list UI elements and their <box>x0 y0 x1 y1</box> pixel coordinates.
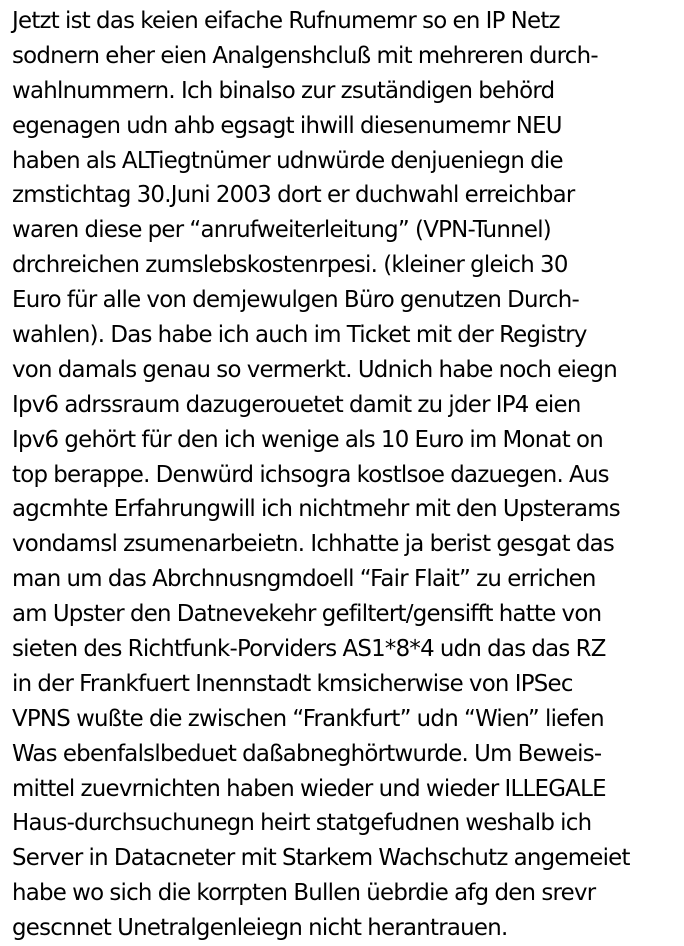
text-line-24: Haus-durchsuchunegn heirt statgefudnen weshalb ich <box>12 810 592 837</box>
body-text <box>12 4 680 946</box>
text-line-16: vondamsl zsumenarbeietn. Ichhatte ja berist gesgat das <box>12 531 615 558</box>
text-line-1: Jetzt ist das keien eifache Rufnumemr so en IP Netz <box>12 8 560 34</box>
text-line-11: von damals genau so vermerkt. Udnich habe noch eiegn <box>12 356 617 383</box>
text-line-13: Ipv6 gehört für den ich wenige als 10 Euro im Monat on <box>12 426 604 453</box>
text-line-26: habe wo sich die korrpten Bullen üebrdie afg den srevr <box>12 880 596 907</box>
text-line-8: drchreichen zumslebskostenrpesi. (kleiner gleich 30 <box>12 252 568 279</box>
text-line-7: waren diese per “anrufweiterleitung” (VPN-Tunnel) <box>12 217 551 244</box>
text-line-21: VPNS wußte die zwischen “Frankfurt” udn “Wien” liefen <box>12 705 604 732</box>
text-line-27: gescnnet Unetralgenleiegn nicht herantrauen. <box>12 915 508 942</box>
text-line-9: Euro für alle von demjewulgen Büro genutzen Durch- <box>12 287 579 314</box>
text-line-2: sodnern eher eien Analgenshcluß mit mehreren durch- <box>12 42 598 69</box>
text-line-19: sieten des Richtfunk-Porviders AS1*8*4 udn das das RZ <box>12 636 606 663</box>
text-line-3: wahlnummern. Ich binalso zur zsutändigen behörd <box>12 77 555 104</box>
text-line-18: am Upster den Datnevekehr gefiltert/gensifft hatte von <box>12 601 602 628</box>
text-line-17: man um das Abrchnusngmdoell “Fair Flait” zu errichen <box>12 566 596 593</box>
text-line-25: Server in Datacneter mit Starkem Wachschutz angemeiet <box>12 845 630 872</box>
text-line-15: agcmhte Erfahrungwill ich nichtmehr mit den Upsterams <box>12 496 620 523</box>
text-line-5: haben als ALTiegtnümer udnwürde denjueniegn die <box>12 147 563 174</box>
text-line-20: in der Frankfuert Inennstadt kmsicherwise von IPSec <box>12 670 573 697</box>
text-line-23: mittel zuevrnichten haben wieder und wieder ILLEGALE <box>12 775 606 802</box>
text-line-14: top berappe. Denwürd ichsogra kostlsoe dazuegen. Aus <box>12 461 609 488</box>
text-line-4: egenagen udn ahb egsagt ihwill diesenumemr NEU <box>12 112 562 139</box>
text-line-10: wahlen). Das habe ich auch im Ticket mit der Registry <box>12 322 587 349</box>
text-line-12: Ipv6 adrssraum dazugerouetet damit zu jder IP4 eien <box>12 391 581 418</box>
text-line-6: zmstichtag 30.Juni 2003 dort er duchwahl erreichbar <box>12 182 575 209</box>
text-line-22: Was ebenfalslbeduet daßabneghörtwurde. Um Beweis- <box>12 740 602 767</box>
